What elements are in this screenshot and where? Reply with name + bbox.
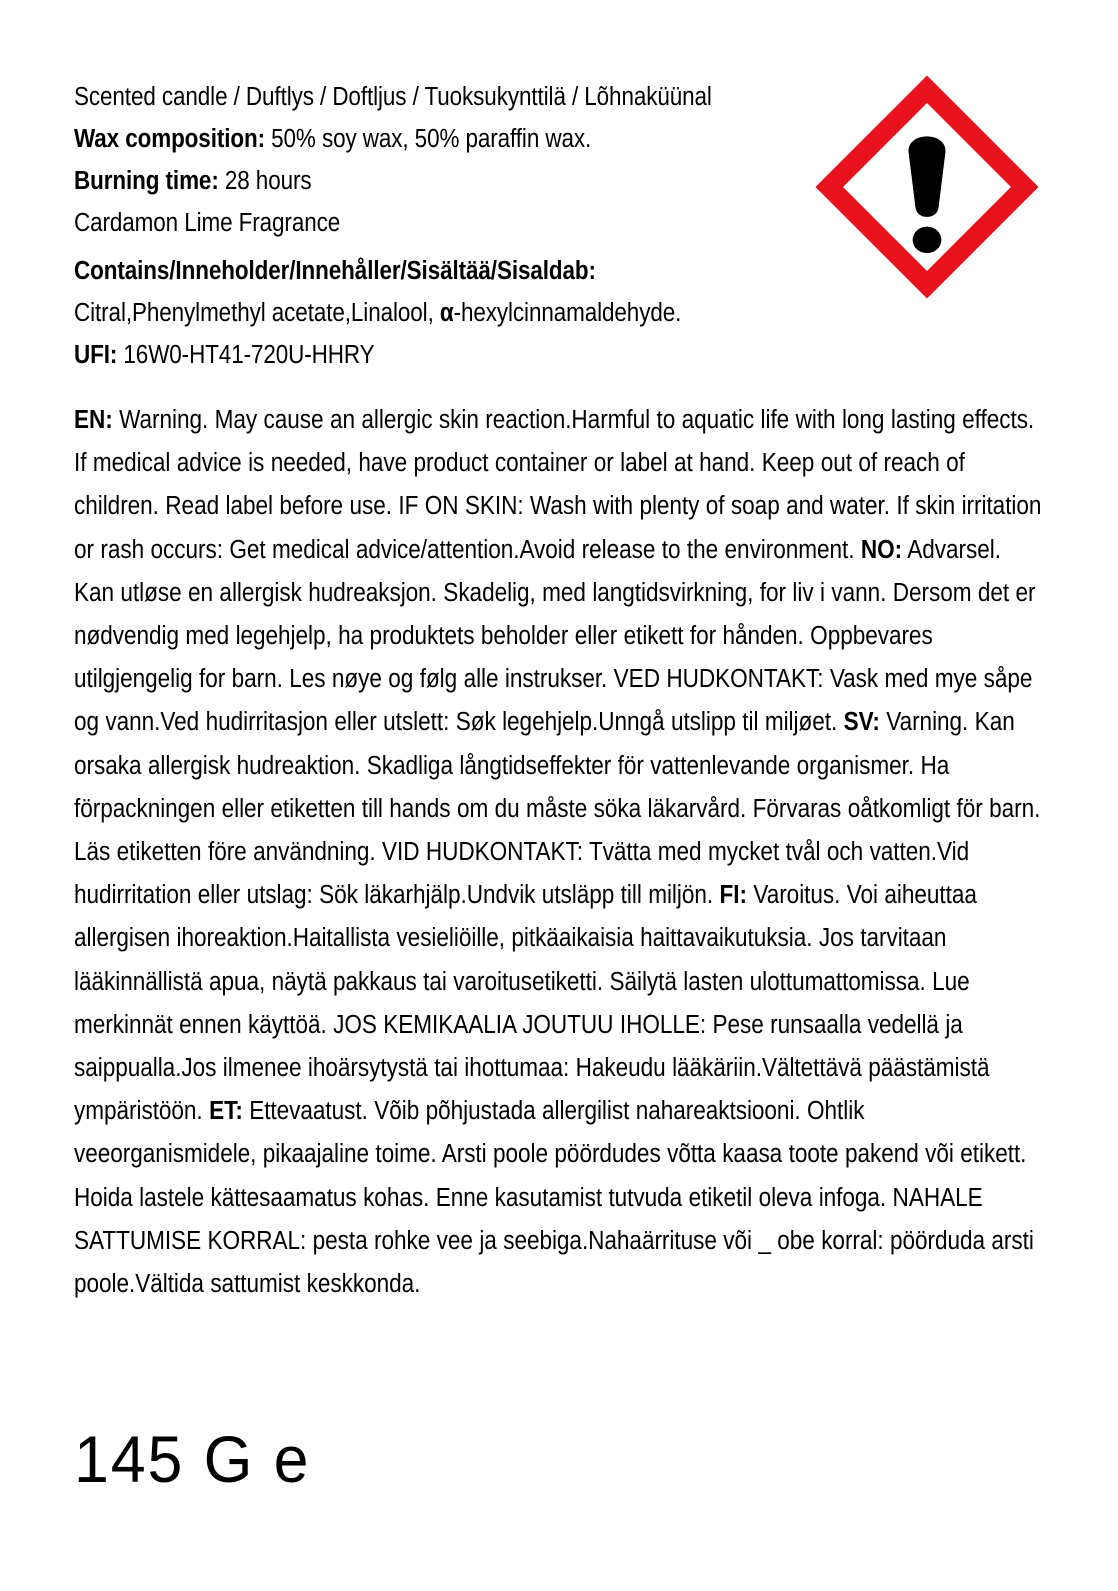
contains-heading-text: Contains/Inneholder/Innehåller/Sisältää/Sisaldab: — [74, 257, 596, 285]
burning-time-value: 28 hours — [218, 167, 312, 195]
product-name-line: Scented candle / Duftlys / Doftljus / Tuoksukynttilä / Lõhnaküünal — [74, 83, 712, 111]
fragrance-line: Cardamon Lime Fragrance — [74, 209, 341, 237]
warning-text-no: Advarsel. Kan utløse en allergisk hudreaksjon. Skadelig, med langtidsvirkning, for liv i vann. Dersom det er nødvendig med legehjelp, ha produktets beholder eller etikett for hånden. Oppbevares utilgjengelig for barn. Les nøye og følg alle instrukser. VED HUDKONTAKT: Vask med mye såpe og vann.Ved hudirritasjon eller utslett: Søk legehjelp.Unngå utslipp til miljøet. — [74, 535, 1036, 737]
net-weight: 145 G e — [74, 1422, 311, 1496]
lang-label-fi: FI: — [719, 881, 747, 910]
multilingual-warnings-paragraph — [74, 399, 1043, 1306]
burning-time-line — [74, 160, 725, 202]
ufi-line — [74, 334, 866, 376]
lang-label-no: NO: — [860, 535, 903, 564]
wax-composition-label: Wax composition: — [74, 125, 266, 153]
wax-composition-value: 50% soy wax, 50% paraffin wax. — [265, 125, 592, 153]
lang-label-sv: SV: — [843, 708, 880, 737]
ingredients-block — [74, 250, 974, 376]
warning-text-en: Warning. May cause an allergic skin reaction.Harmful to aquatic life with long lasting effects. If medical advice is needed, have product container or label at hand. Keep out of reach of children. Read label before use. IF ON SKIN: Wash with plenty of soap and water. If skin irritation or rash occurs: Get medical advice/attention.Avoid release to the environment. — [74, 406, 1042, 564]
ufi-value: 16W0-HT41-720U-HHRY — [117, 341, 375, 369]
ingredients-suffix: -hexylcinnamaldehyde. — [453, 299, 682, 327]
warning-text-sv: Varning. Kan orsaka allergisk hudreaktion. Skadliga långtidseffekter för vattenlevande organismer. Ha förpackningen eller etiketten till hands om du måste söka läkarvård. Förvaras oåtkomligt för barn. Läs etiketten före användning. VID HUDKONTAKT: Tvätta med mycket tvål och vatten.Vid hudirritation eller utslag: Sök läkarhjälp.Undvik utsläpp till miljön. — [74, 708, 1041, 910]
lang-label-en: EN: — [74, 406, 113, 434]
ingredients-prefix: Citral,Phenylmethyl acetate,Linalool, — [74, 299, 440, 327]
ufi-label: UFI: — [74, 341, 118, 369]
product-header-block — [74, 76, 814, 244]
ingredients-line — [74, 292, 866, 334]
burning-time-label: Burning time: — [74, 167, 219, 195]
contains-heading — [74, 250, 866, 292]
alpha-symbol: α — [439, 299, 454, 327]
wax-composition-line — [74, 118, 725, 160]
warning-text-et: Ettevaatust. Võib põhjustada allergilist nahareaktsiooni. Ohtlik veeorganismidele, pikaajaline toime. Arsti poole pöördudes võtta kaasa toote pakend või etikett. Hoida lastele kättesaamatus kohas. Enne kasutamist tutvuda etiketil oleva infoga. NAHALE SATTUMISE KORRAL: pesta rohke vee ja seebiga.Nahaärrituse või _ obe korral: pöörduda arsti poole.Vältida sattumist keskkonda. — [74, 1097, 1034, 1299]
lang-label-et: ET: — [209, 1097, 243, 1126]
warning-text-fi: Varoitus. Voi aiheuttaa allergisen ihoreaktion.Haitallista vesieliöille, pitkäaikaisia haittavaikutuksia. Jos tarvitaan lääkinnällistä apua, näytä pakkaus tai varoitusetiketti. Säilytä lasten ulottumattomissa. Lue merkinnät ennen käyttöä. JOS KEMIKAALIA JOUTUU IHOLLE: Pese runsaalla vedellä ja saippualla.Jos ilmenee ihoärsytystä tai ihottumaa: Hakeudu lääkäriin.Vältettävä päästämistä ympäristöön. — [74, 881, 990, 1126]
